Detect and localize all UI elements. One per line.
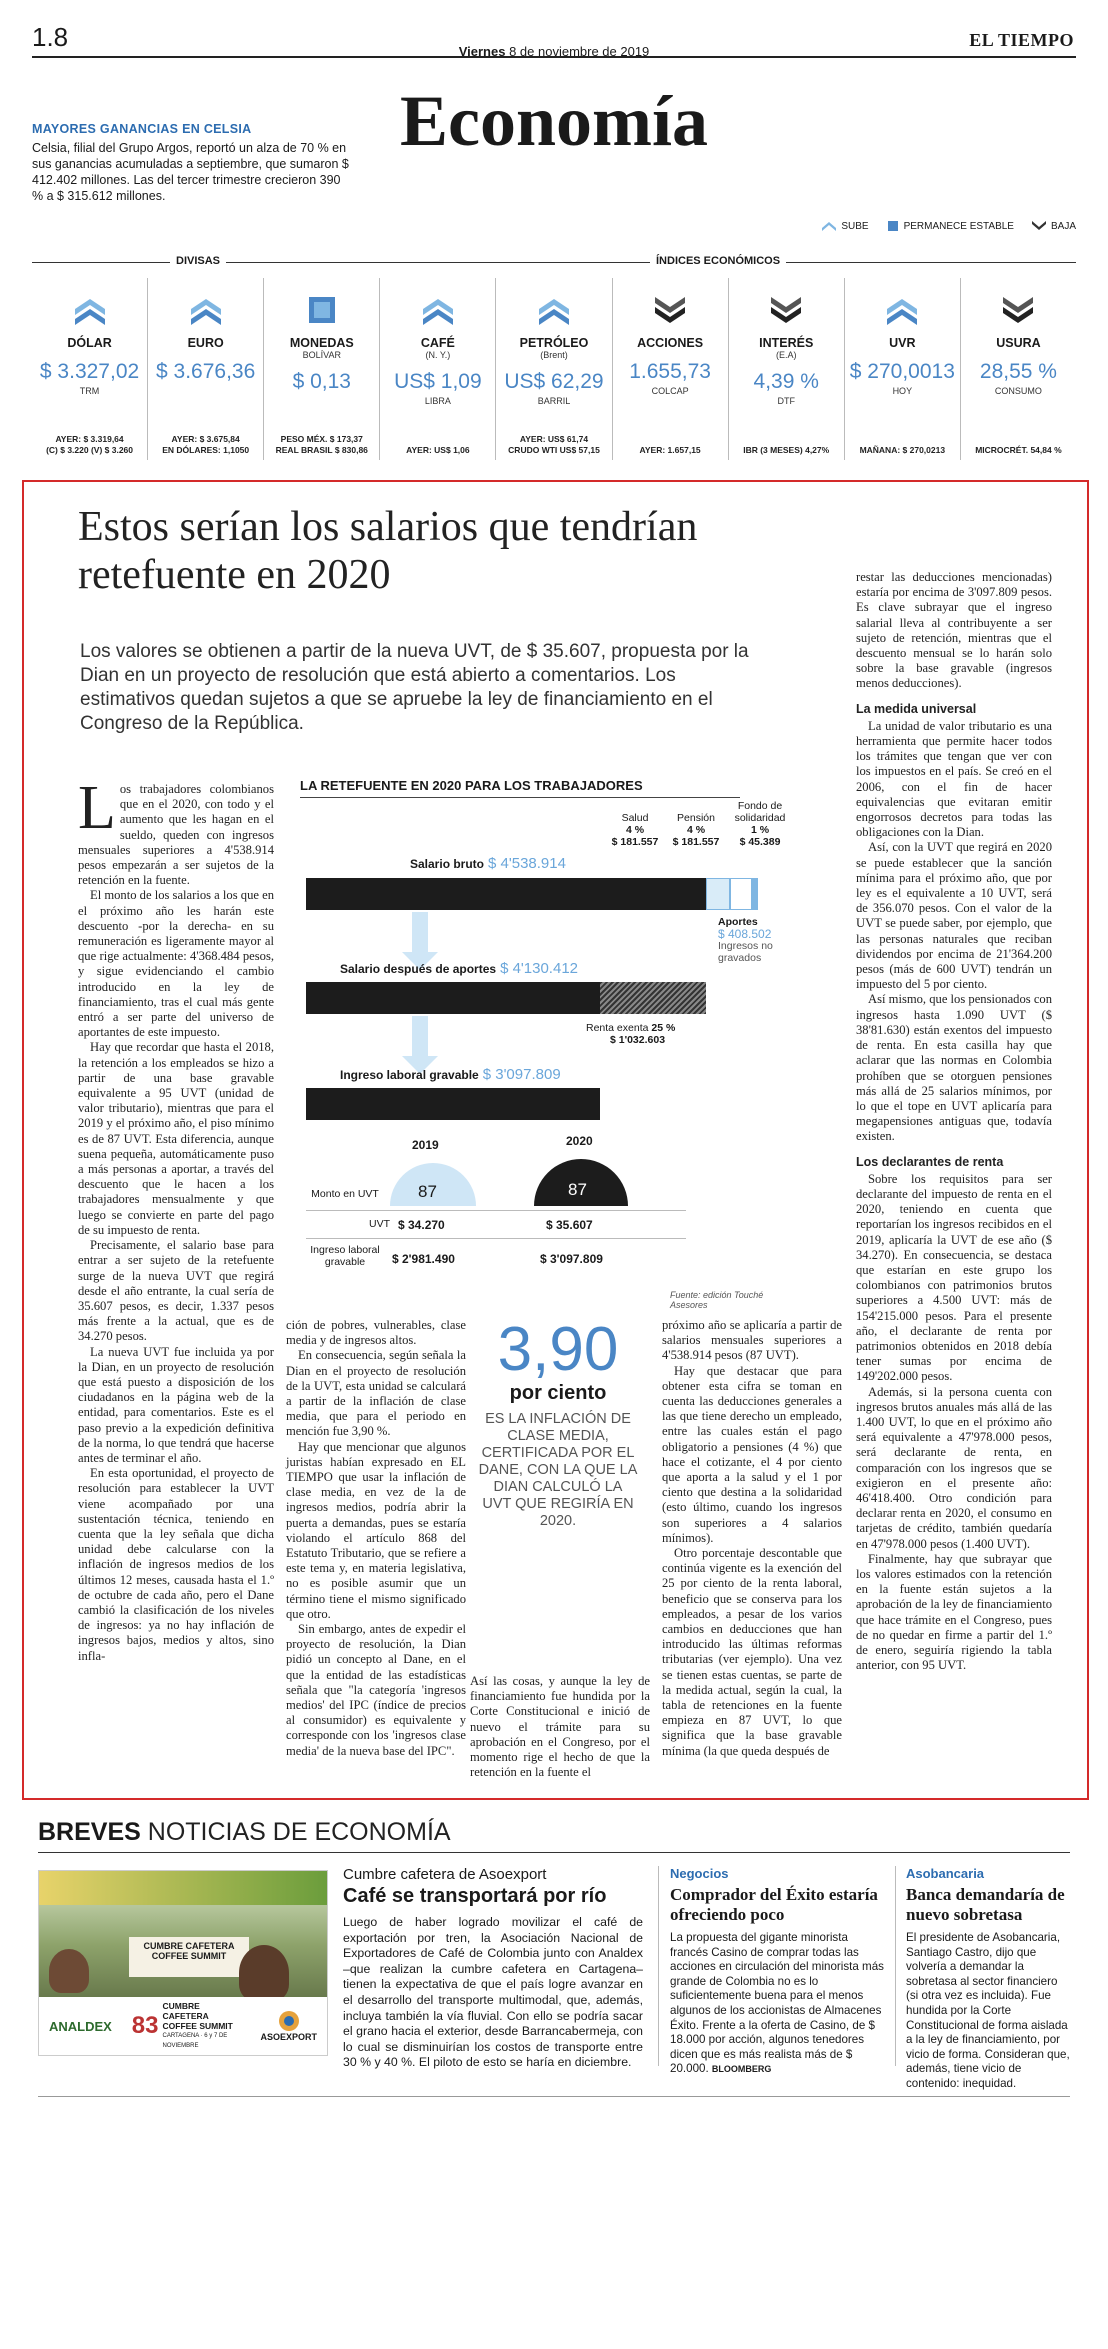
paragraph: Precisamente, el salario base para entrar a ser sujeto de la retefuente surge de la nueva UVT que regirá desde el año entrante, la cual sería de 35.607 pesos, es decir, 1.337 pesos más frente a la actual, que es de 34.270 pesos. <box>78 1238 274 1344</box>
brief-cafe-kicker: Cumbre cafetera de Asoexport <box>343 1866 547 1883</box>
indicator-sub: (E.A) <box>775 350 797 360</box>
analdex-logo: ANALDEX <box>48 2018 112 2034</box>
no-gravados-label: Ingresos no gravados <box>718 940 773 964</box>
uvt-2020: $ 35.607 <box>546 1218 593 1232</box>
indicator-name: ACCIONES <box>637 336 704 350</box>
indicator-6 <box>729 278 845 460</box>
header-rule <box>32 56 1076 58</box>
gravable-bar <box>306 1088 600 1120</box>
indicator-name: PETRÓLEO <box>519 336 589 350</box>
brief-banca-kicker: Asobancaria <box>906 1866 985 1881</box>
indicator-footer: AYER: US$ 61,74 CRUDO WTI US$ 57,15 <box>508 434 600 455</box>
indicator-name: EURO <box>187 336 224 350</box>
indicator-unit: TRM <box>79 386 100 396</box>
indicator-footer: MICROCRÉT. 54,84 % <box>975 445 1062 455</box>
paragraph: En esta oportunidad, el proyecto de resolución para establecer la UVT viene acompañado por una sustentación técnica, teniendo en cuenta que la ley señala que dicha unidad debe calcularse con la inflación de ingresos medios de los últimos 12 meses, causada hasta el 1.º de octubre de cada año, pero el Dane cambió la clasificación de los niveles de ingresos: ya no hay inflación de ingresos bajos, medios y altos, sino infla- <box>78 1466 274 1663</box>
brief-cafe-text: Luego de haber logrado movilizar el café de exportación por tren, la Asociación Nacional de Exportadores de Café de Colombia junto con Analdex –que realizan la cumbre cafetera en Cartagena– tienen la expectativa de que el país logre avanzar en el desarrollo del transporte multimodal, que, además, incluya también la vía fluvial. Con ello se podría sacar el grano hacia el exterior, desde Barrancabermeja, con lo cual se disminuirían los costos de transporte entre 30 % y 40 %. El piloto de esto se haría en diciembre. <box>343 1915 643 2070</box>
ingreso-label: Ingreso laboral gravable <box>310 1244 380 1268</box>
indicator-name: UVR <box>889 336 916 350</box>
cumbre-logo-title: CUMBRE CAFETERA COFFEE SUMMIT <box>162 2001 233 2031</box>
indicator-footer: AYER: US$ 1,06 <box>406 445 470 455</box>
article-column-4 <box>662 1318 842 1759</box>
renta-exenta-pct: 25 % <box>651 1022 676 1034</box>
paragraph: La nueva UVT fue incluida ya por la Dian, en un proyecto de resolución que está puesto a disposición de los ciudadanos en la página web de la entidad, para comentarios. Este es el paso previo a la expedición definitiva de la norma, lo que tendrá que hacerse antes de terminar el año. <box>78 1344 274 1465</box>
brief-exito-text: La propuesta del gigante minorista francés Casino de comprar todas las acciones en circulación del minorista más grande de Colombia no es lo suficientemente buena para el menos algunos de los accionistas de Almacenes Éxito. Frente a la oferta de Casino, de $ 18.000 por acción, algunos tenedores dicen que es más realista más de $ 20.000. <box>670 1931 884 2076</box>
indicator-footer: AYER: $ 3.675,84 EN DÓLARES: 1,1050 <box>162 434 250 455</box>
indicator-trend <box>380 290 495 330</box>
square-icon <box>308 296 336 324</box>
indicator-trend <box>148 290 263 330</box>
article-deck: Los valores se obtienen a partir de la nueva UVT, de $ 35.607, propuesta por la Dian en un proyecto de resolución que está abierto a comentarios. Los estimativos quedan sujetos a que se apruebe la ley de financiamiento en el Congreso de la República. <box>80 641 749 734</box>
aportes-segment-pension <box>730 878 752 910</box>
salud-annot <box>610 812 660 848</box>
cumbre-logo-number: 83 <box>131 2012 159 2039</box>
indicator-unit: CONSUMO <box>994 386 1042 396</box>
indicator-trend <box>496 290 611 330</box>
pension-pct: 4 % <box>686 824 706 836</box>
salud-pct: 4 % <box>625 824 645 836</box>
indicator-name: DÓLAR <box>67 336 112 350</box>
indicator-7 <box>845 278 961 460</box>
paragraph: Los trabajadores colombianos que en el 2020, con todo y el aumento que les hagan en el sueldo, queden con ingresos mensuales superiores a 4'538.914 pesos empezarán a ser sujetos de la retención en la fuente. <box>78 774 274 888</box>
indicator-trend <box>961 290 1076 330</box>
uvt-label: UVT <box>369 1218 390 1230</box>
asoexport-logo-label: ASOEXPORT <box>260 2032 317 2042</box>
indicator-0 <box>32 278 148 460</box>
indicator-footer: AYER: $ 3.319,64 (C) $ 3.220 (V) $ 3.260 <box>46 434 134 455</box>
date-day: Viernes <box>458 44 506 59</box>
indicator-sub: (Brent) <box>540 350 568 360</box>
legend-down <box>1032 220 1076 232</box>
legend-stable-label: PERMANECE ESTABLE <box>903 220 1014 232</box>
fondo-value: $ 45.389 <box>739 836 781 848</box>
cumbre-logo-place: CARTAGENA · 6 y 7 DE NOVIEMBRE <box>162 2033 228 2049</box>
chevron-up-icon <box>887 295 917 325</box>
globe-icon <box>278 2010 300 2032</box>
paragraph: Sin embargo, antes de expedir el proyecto de resolución, la Dian pidió un concepto al Dane, en el que la entidad de las estadísticas señala que "la categoría 'ingresos medios' del IPC (índice de precios al consumidor) es equivalente y corresponde con los 'ingresos clase media' de la nueva base del IPC". <box>286 1622 466 1758</box>
gravable-label: Ingreso laboral gravable <box>340 1068 479 1082</box>
indicator-trend <box>613 290 728 330</box>
col5-section-2 <box>856 1172 1052 1674</box>
indicator-trend <box>729 290 844 330</box>
chevron-down-icon <box>1003 295 1033 325</box>
newspaper-brand: EL TIEMPO <box>969 30 1074 50</box>
chevron-up-icon <box>822 220 836 232</box>
pull-quote-unit: por ciento <box>509 1382 607 1404</box>
breves-label: BREVES <box>38 1818 141 1846</box>
indicator-sub: BOLÍVAR <box>302 350 341 360</box>
breves-header <box>38 1818 451 1847</box>
indicator-value: $ 3.327,02 <box>39 360 140 383</box>
despues-annot <box>340 960 578 978</box>
indicator-footer: AYER: 1.657,15 <box>639 445 701 455</box>
indicator-unit: COLCAP <box>651 386 689 396</box>
indicator-value: 4,39 % <box>753 370 819 393</box>
article-column-1 <box>78 774 274 1664</box>
pull-quote-number: 3,90 <box>497 1315 619 1384</box>
paragraph: Finalmente, hay que subrayar que los valores estimados con la retención en la fuente están sujetos a la aprobación de la ley de financiamiento que hace trámite en el Congreso, pues de no quedar en firme a partir del 1.º de enero, seguiría rigiendo la tabla anterior, con 95 UVT. <box>856 1551 1052 1673</box>
indicator-footer: MAÑANA: $ 270,0213 <box>859 445 946 455</box>
indicator-8 <box>961 278 1076 460</box>
brief-banca-text: El presidente de Asobancaria, Santiago Castro, dijo que volvería a demandar la sobretasa al sector financiero (si otra vez es incluida). Fue hundida por la Corte Constitucional de forma aislada a la ley de financiamiento, por vicio de forma. Consideran que, además, tiene vicio de contenido: inequidad. <box>906 1931 1070 2090</box>
pension-annot <box>668 812 724 848</box>
indicator-unit: LIBRA <box>424 396 451 406</box>
indicator-name: MONEDAS <box>289 336 354 350</box>
breves-sublabel: NOTICIAS DE ECONOMÍA <box>147 1818 451 1846</box>
year-2019: 2019 <box>412 1138 439 1152</box>
paragraph: Además, si la persona cuenta con ingresos brutos anuales más allá de las 1.400 UVT, lo que en el próximo año será equivalente a 47'978.000 pesos, será declarante de renta, en comparación con los ingresos que se exigieron en el presente año: 46'418.400. Otro condición para declarar renta en 2020, el consumo en tarjetas de crédito, también quedaría en 47'978.000 pesos (1.400 UVT). <box>856 1384 1052 1551</box>
indicator-name: INTERÉS <box>759 336 814 350</box>
chevron-up-icon <box>75 295 105 325</box>
salario-bruto-label: Salario bruto <box>410 857 485 871</box>
pull-quote-text: ES LA INFLACIÓN DE CLASE MEDIA, CERTIFICADA POR EL DANE, CON LA QUE LA DIAN CALCULÓ LA UVT QUE REGIRÍA EN 2020. <box>478 1411 638 1529</box>
year-2020: 2020 <box>566 1134 593 1148</box>
despues-label: Salario después de aportes <box>340 962 497 976</box>
article-column-2 <box>286 1318 466 1759</box>
subhead-declarantes-renta: Los declarantes de renta <box>856 1154 1004 1169</box>
fondo-annot <box>730 800 790 848</box>
coffee-summit-photo <box>38 1870 328 2056</box>
indicator-sub: (N. Y.) <box>425 350 451 360</box>
renta-exenta-label: Renta exenta <box>586 1022 649 1034</box>
page-number: 1.8 <box>32 22 69 52</box>
ingreso-2019: $ 2'981.490 <box>392 1252 455 1266</box>
brief-divider-1 <box>658 1866 659 2066</box>
monto-2019: 87 <box>418 1182 437 1201</box>
graphic-source: Fuente: edición Touché Asesores <box>670 1290 764 1310</box>
indicator-trend <box>845 290 960 330</box>
paragraph: Hay que mencionar que algunos juristas habían expresado en EL TIEMPO que usar la inflación de clase media, en vez de la de ingresos medios, podría abrir la puerta a demandas, pues se estaría violando el artículo 868 del Estatuto Tributario, que se refiere a este tema y, en materia legislativa, no es posible asumir que un término tiene el mismo significado que otro. <box>286 1439 466 1621</box>
paragraph: La unidad de valor tributario es una herramienta que permite hacer todos los trámites que tengan que ver con los impuestos en el país. Se creó en el 2006, con el fin de hacer equivalencias que evitaran emitir engorrosos decretos para todas las obligaciones con la Dian. <box>856 718 1052 840</box>
paragraph: Así mismo, que los pensionados con ingresos hasta 1.090 UVT ($ 38'81.630) están exentos del impuesto de renta. En esta casilla hay que aclarar que las normas en Colombia prohíben que se otorguen pensiones más allá de 25 salarios mínimos, por lo que el tope en UVT aplicaría para megapensiones antiguas que, todavía existen. <box>856 992 1052 1144</box>
subhead-medida-universal: La medida universal <box>856 701 977 716</box>
renta-exenta-value: $ 1'032.603 <box>610 1034 666 1046</box>
indicator-value: 28,55 % <box>979 360 1057 383</box>
sidebar-kicker: MAYORES GANANCIAS EN CELSIA <box>32 122 252 136</box>
divisas-label: DIVISAS <box>170 255 226 267</box>
indicator-2 <box>264 278 380 460</box>
paragraph: Sobre los requisitos para ser declarante del impuesto de renta en el 2020, teniendo en cuenta que reportarían los ingresos recibidos en el 2019, aplicaría la UVT de ese año ($ 34.270). En consecuencia, se destaca que estarían en este grupo los colombianos con patrimonios brutos superiores a 4.500 UVT: más de 154'215.000 pesos. Para el presente año, el declarante de renta por patrimonios obtenidos en 2018 debía tener sumas por encima de 149'202.000 pesos. <box>856 1171 1052 1384</box>
paragraph: El monto de los salarios a los que en el próximo año les harán este descuento -por la derecha- en su remuneración es ligeramente mayor al que rige actualmente: 4'368.484 pesos, y sigue evidenciando el cambio introducido en la ley de financiamiento, tras el cual más gente entró a ser parte del universo de aportantes de este impuesto. <box>78 888 274 1040</box>
brief-divider-2 <box>895 1866 896 2066</box>
chevron-up-icon <box>423 295 453 325</box>
indicator-value: $ 270,0013 <box>849 360 955 383</box>
square-icon <box>887 220 899 232</box>
table-rule-1 <box>306 1210 686 1211</box>
indicator-value: US$ 62,29 <box>504 370 604 393</box>
gravable-value: $ 3'097.809 <box>482 1066 561 1083</box>
article-column-5 <box>856 570 1052 1673</box>
ingreso-2020: $ 3'097.809 <box>540 1252 603 1266</box>
pension-label: Pensión <box>677 812 715 824</box>
fondo-pct: 1 % <box>750 824 770 836</box>
sidebar-kicker-text: Celsia, filial del Grupo Argos, reportó un alza de 70 % en sus ganancias acumuladas a septiembre, que sumaron $ 412.402 millones. Las del tercer trimestre crecieron 390 % a $ 315.612 millones. <box>32 141 349 203</box>
indicator-value: US$ 1,09 <box>394 370 482 393</box>
paragraph: En consecuencia, según señala la Dian en el proyecto de resolución de la UVT, esta unidad se calculará a partir de la inflación de clase media, que para el periodo en mención fue 3,90 %. <box>286 1348 466 1439</box>
paragraph: Hay que recordar que hasta el 2018, la retención a los empleados se hizo a partir de una base gravable equivalente a 95 UVT (unidad de valor tributario), mientras que para el 2019 y el próximo año, el piso mínimo es de 87 UVT. Esta diferencia, aunque suena pequeña, automáticamente puso a más personas a aportar, a través del descuento que le hacen a los trabajadores mensualmente y que luego se convierte en parte del pago de su impuesto de renta. <box>78 1040 274 1237</box>
despues-value: $ 4'130.412 <box>500 960 578 977</box>
date-rest: 8 de noviembre de 2019 <box>509 44 650 59</box>
paragraph: Así las cosas, y aunque la ley de financiamiento fue hundida por la Corte Constitucional e inició de nuevo el trámite para su aprobación en el Congreso, por el momento rige el hecho de que la retención en la fuente el <box>470 1674 650 1780</box>
brief-banca-title: Banca demandaría de nuevo sobretasa <box>906 1885 1065 1924</box>
indicator-3 <box>380 278 496 460</box>
indicator-value: $ 3.676,36 <box>156 360 256 383</box>
indicator-5 <box>613 278 729 460</box>
asoexport-logo <box>260 2010 317 2042</box>
indicator-value: 1.655,73 <box>629 360 711 383</box>
article-headline: Estos serían los salarios que tendrían retefuente en 2020 <box>78 504 698 598</box>
article-column-3 <box>470 1674 650 1780</box>
col5-intro: restar las deducciones mencionadas) estaría por encima de 3'097.809 pesos. Es clave subrayar que el ingreso salarial lleva al contribuyente a ser sujeto de retención, mientras que el descuento mensual se lo harán solo sobre la base gravable (ingresos menos deducciones). <box>856 570 1052 691</box>
brief-exito-source: BLOOMBERG <box>711 2064 772 2075</box>
drop-cap: L <box>78 774 116 842</box>
table-rule-2 <box>306 1238 686 1239</box>
renta-annot <box>586 1022 726 1046</box>
brief-banca <box>906 1866 1071 2092</box>
graphic-title: LA RETEFUENTE EN 2020 PARA LOS TRABAJADORES <box>300 778 643 793</box>
indicator-unit: BARRIL <box>537 396 571 406</box>
aportes-label: Aportes <box>718 916 758 928</box>
section-title: Economía <box>399 81 708 161</box>
legend-down-label: BAJA <box>1050 220 1076 232</box>
salario-bruto-bar <box>306 878 706 910</box>
salud-value: $ 181.557 <box>611 836 659 848</box>
chevron-down-icon <box>771 295 801 325</box>
aportes-annot <box>718 916 788 964</box>
photo-banner: CUMBRE CAFETERA COFFEE SUMMIT <box>129 1937 249 1977</box>
monto-2020: 87 <box>568 1180 587 1199</box>
brief-cafe <box>343 1866 643 2071</box>
legend-stable <box>887 220 1014 232</box>
indicators-row <box>32 278 1076 460</box>
cumbre-logo <box>132 2001 241 2051</box>
paragraph: Otro porcentaje descontable que continúa vigente es la exención del 25 por ciento de la renta laboral, beneficio que se conserva para los empleados, a pesar de los varios cambios en deducciones que han introducido las últimas reformas tributarias (ver ejemplo). Una vez se tienen estas cuentas, se parte de la medida actual, según la cual, la tabla de retenciones en la fuente empieza en 87 UVT, lo que significa que la base gravable mínima (la que queda después de <box>662 1546 842 1758</box>
fondo-label: Fondo de solidaridad <box>734 800 786 824</box>
uvt-2019: $ 34.270 <box>398 1218 445 1232</box>
indicator-4 <box>496 278 612 460</box>
paragraph: Así, con la UVT que regirá en 2020 se puede establecer que la sanción mínima para el próximo año, que por ley es el equivalente a 10 UVT, será de 356.070 pesos. Con el valor de la UVT se puede saber, por ejemplo, que las personas naturales que reciban dividendos por encima de 21'364.200 pesos (más de 600 UVT) tendrán un impuesto del 5 por ciento. <box>856 840 1052 992</box>
col5-section-1 <box>856 719 1052 1145</box>
pull-quote <box>478 1315 638 1530</box>
salario-bruto-annot <box>410 855 566 873</box>
indicator-name: CAFÉ <box>420 336 455 350</box>
page-bottom-rule <box>38 2096 1070 2097</box>
aportes-segment-fondo <box>752 878 758 910</box>
chevron-down-icon <box>655 295 685 325</box>
indicator-footer: IBR (3 MESES) 4,27% <box>743 445 830 455</box>
breves-rule <box>38 1852 1070 1853</box>
brief-exito-kicker: Negocios <box>670 1866 729 1881</box>
paragraph: próximo año se aplicaría a partir de salarios mensuales superiores a 4'538.914 pesos (87 UVT). <box>662 1318 842 1363</box>
paragraph: Hay que destacar que para obtener esta cifra se toman en cuenta las deducciones generales a las que tiene derecho un empleado, entre las cuales están el pago obligatorio a pensiones (4 %) que hace el cotizante, el 4 por ciento que aporta a la salud y el 1 por ciento que destina a la solidaridad (esto último, cuando los ingresos son superiores a 4 salarios mínimos). <box>662 1363 842 1545</box>
paragraph: ción de pobres, vulnerables, clase media y de ingresos altos. <box>286 1318 466 1348</box>
indices-label: ÍNDICES ECONÓMICOS <box>650 255 786 267</box>
legend-up-label: SUBE <box>841 220 869 232</box>
pension-value: $ 181.557 <box>672 836 720 848</box>
gravable-annot <box>340 1066 561 1084</box>
indicator-1 <box>148 278 264 460</box>
salud-label: Salud <box>621 812 649 824</box>
brief-cafe-title: Café se transportará por río <box>343 1885 607 1907</box>
indicator-name: USURA <box>996 336 1041 350</box>
aportes-value: $ 408.502 <box>718 927 772 941</box>
salario-bruto-value: $ 4'538.914 <box>488 855 566 872</box>
retefuente-graphic <box>300 800 786 1320</box>
chevron-up-icon <box>539 295 569 325</box>
aportes-segment-salud <box>706 878 730 910</box>
indicator-unit: HOY <box>892 386 913 396</box>
trend-legend <box>822 220 1076 232</box>
renta-exenta-segment <box>600 982 706 1014</box>
brief-exito <box>670 1866 885 2077</box>
monto-label: Monto en UVT <box>311 1188 379 1200</box>
indicator-value: $ 0,13 <box>292 370 351 393</box>
chevron-down-icon <box>1032 220 1046 232</box>
brief-exito-title: Comprador del Éxito estaría ofreciendo poco <box>670 1885 878 1924</box>
indicator-footer: PESO MÉX. $ 173,37 REAL BRASIL $ 830,86 <box>275 434 368 455</box>
legend-up <box>822 220 868 232</box>
chevron-up-icon <box>191 295 221 325</box>
indicator-trend <box>32 290 147 330</box>
indicator-trend <box>264 290 379 330</box>
graphic-title-rule <box>300 797 740 798</box>
indicator-unit: DTF <box>777 396 795 406</box>
